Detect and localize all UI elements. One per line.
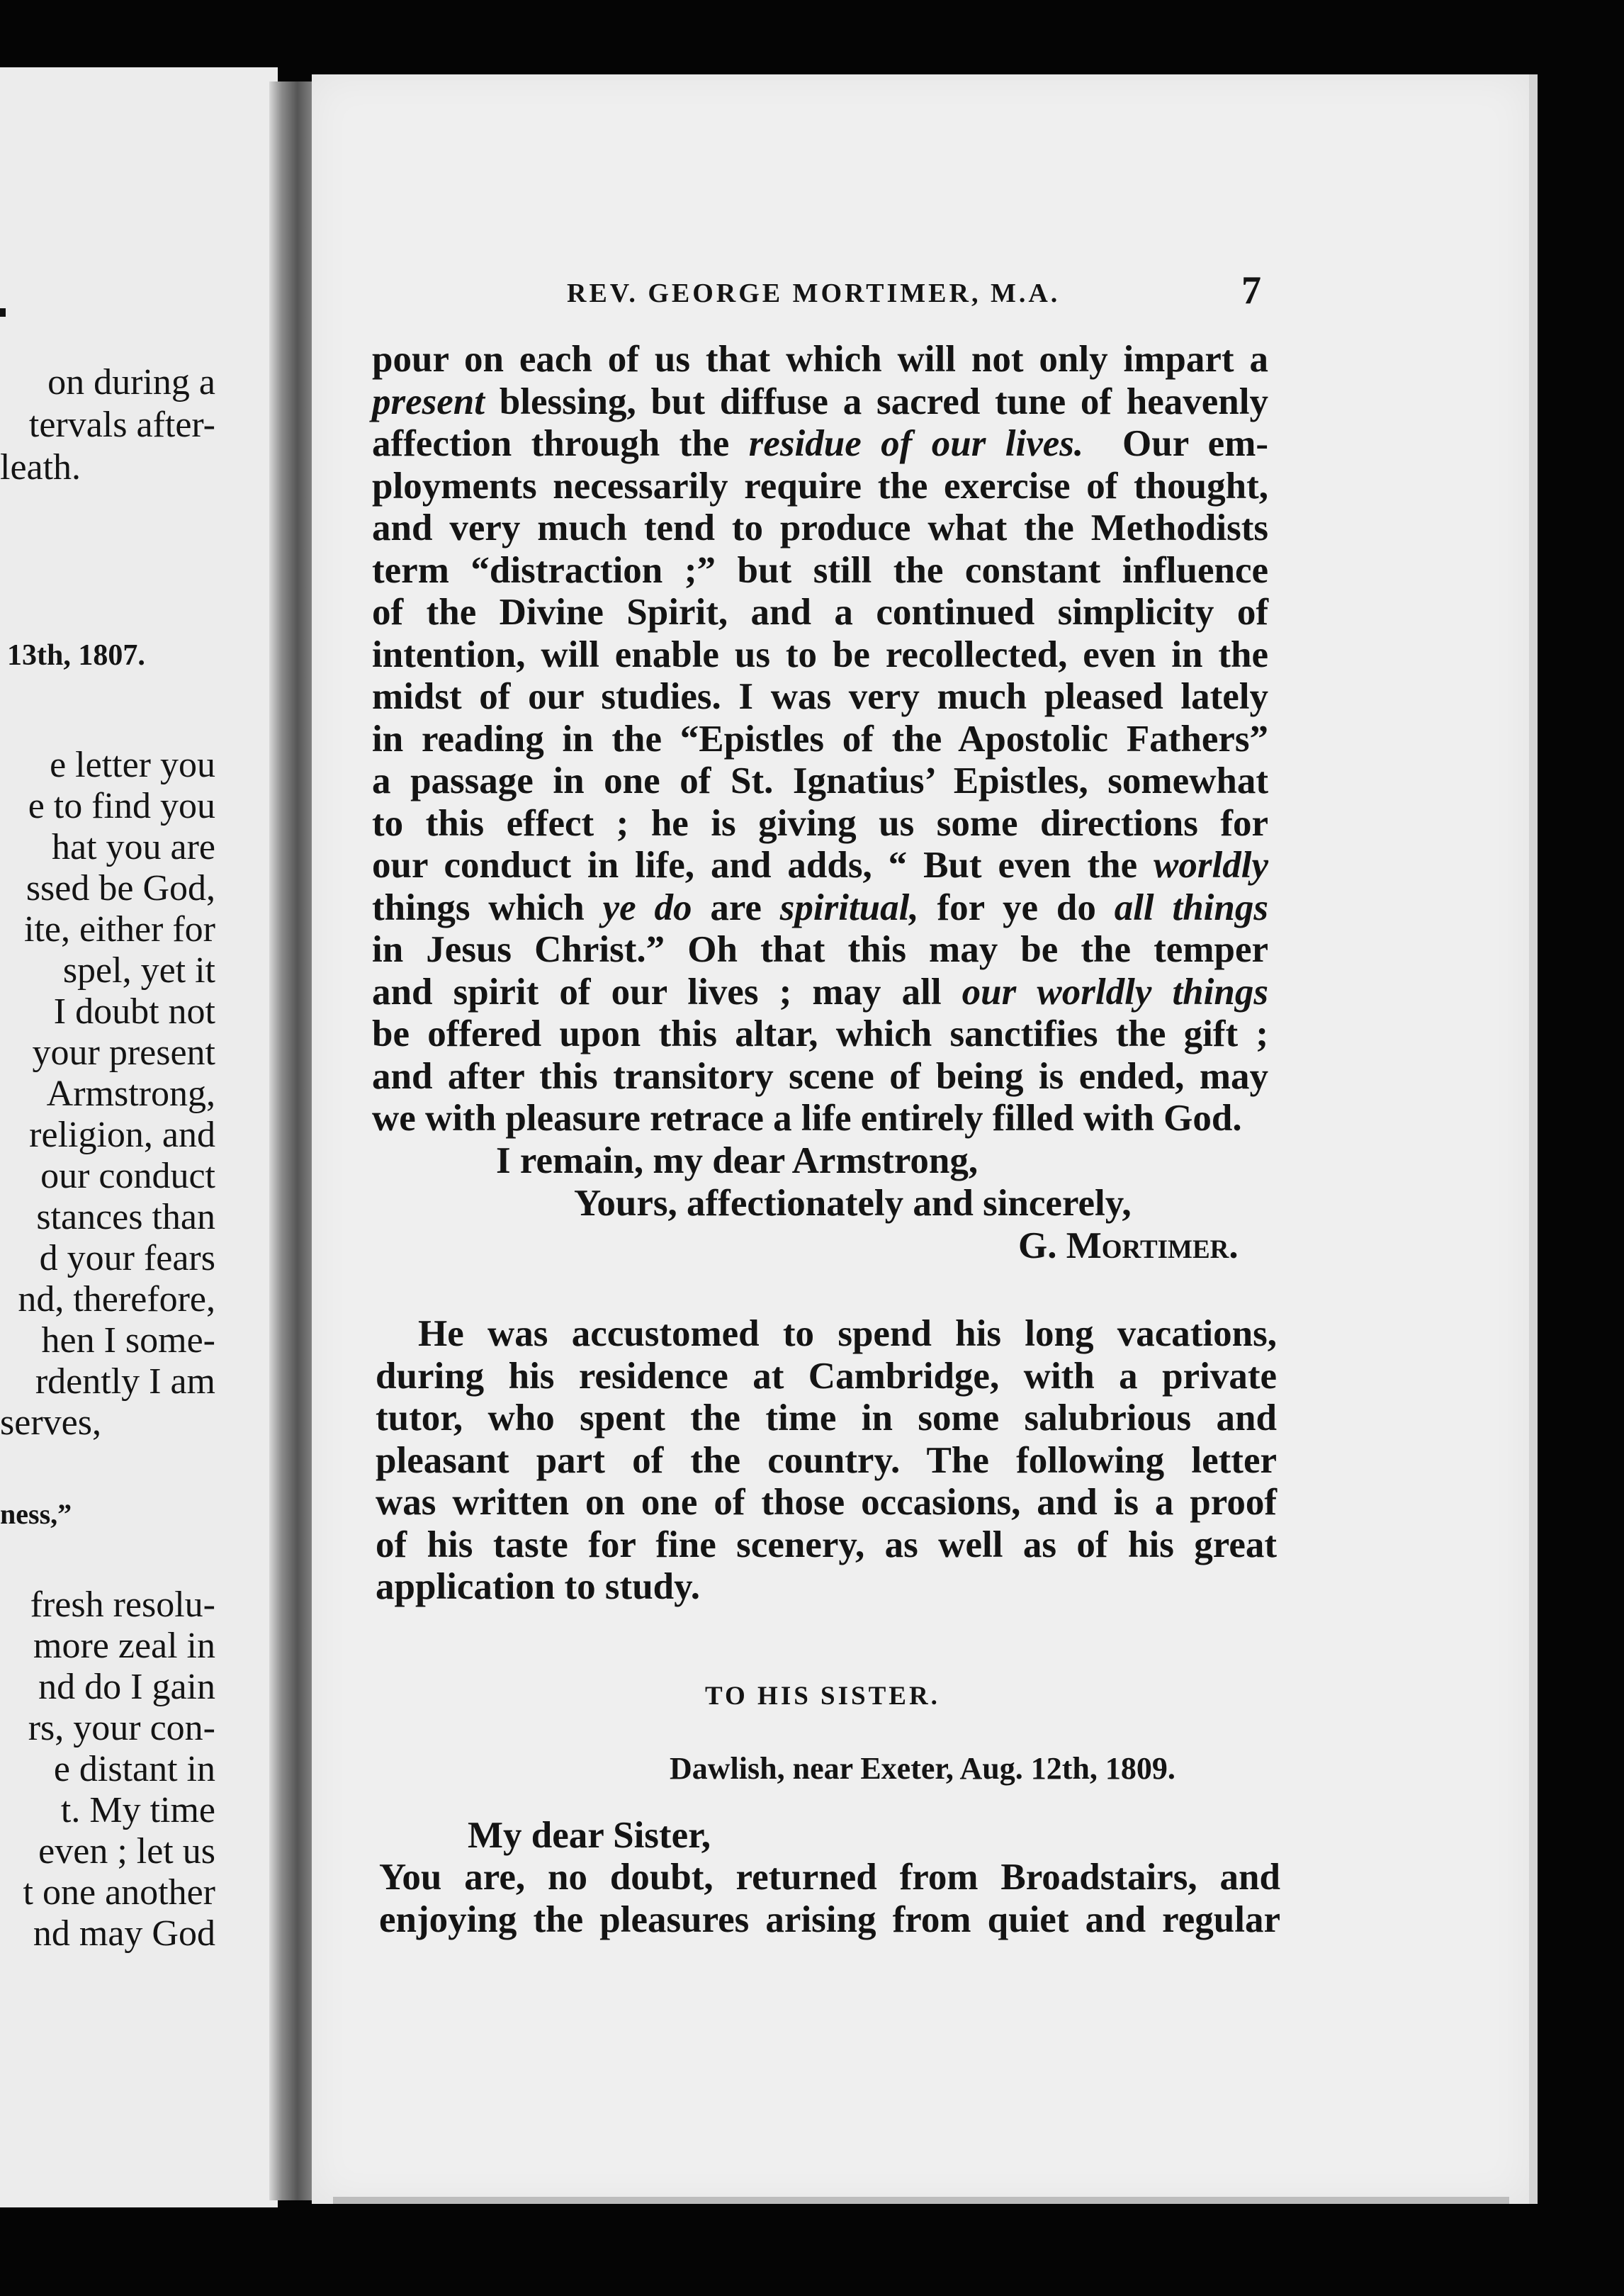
left-line: hat you are [51, 827, 215, 867]
left-line: ness,” [0, 1498, 72, 1530]
text-line: we with pleasure retrace a life entirely filled with God. [372, 1098, 1242, 1139]
text-line: a passage in one of St. Ignatius’ Epistles, somewhat [372, 760, 1268, 801]
text-line: pour on each of us that which will not only impart a [372, 339, 1268, 380]
text-line: our conduct in life, and adds, “ But even the worldly [372, 845, 1268, 886]
page-number: 7 [1241, 269, 1261, 313]
left-line: rdently I am [35, 1361, 215, 1402]
text-line: things which ye do are spiritual, for ye do all things [372, 887, 1268, 928]
left-line: spel, yet it [62, 950, 215, 991]
signature: G. Mortimer. [1018, 1225, 1239, 1266]
left-line: nd do I gain [38, 1667, 215, 1707]
text-line: be offered upon this altar, which sanctifies the gift ; [372, 1013, 1268, 1054]
left-line: e to find you [28, 786, 215, 826]
text-line: affection through the residue of our lives. Our em- [372, 423, 1269, 464]
left-line: hen I some- [41, 1320, 215, 1361]
margin-mark [0, 308, 6, 317]
left-line: e letter you [50, 745, 215, 785]
text-line: in reading in the “Epistles of the Apostolic Fathers” [372, 718, 1268, 760]
facing-page-fragment [0, 67, 278, 2207]
text-line: and spirit of our lives ; may all our worldly things [372, 971, 1268, 1013]
text-line: application to study. [376, 1566, 700, 1607]
left-line: fresh resolu- [30, 1585, 215, 1625]
left-line: e distant in [53, 1749, 215, 1789]
text-line: was written on one of those occasions, and is a proof [376, 1482, 1277, 1523]
salutation: My dear Sister, [468, 1815, 711, 1856]
text-line: of the Divine Spirit, and a continued simplicity of [372, 592, 1268, 633]
left-line: stances than [36, 1197, 215, 1237]
narrative-paragraph [376, 1313, 1277, 1609]
text-line: You are, no doubt, returned from Broadstairs, and [379, 1857, 1280, 1898]
left-line: rs, your con- [28, 1708, 215, 1748]
left-line: serves, [0, 1402, 101, 1443]
page-edge [333, 2197, 1509, 2204]
text-line: ployments necessarily require the exercise of thought, [372, 465, 1268, 507]
left-line: nd, therefore, [18, 1279, 215, 1319]
left-line: ite, either for [24, 909, 215, 950]
left-line: leath. [0, 447, 81, 488]
letter-heading: TO HIS SISTER. [705, 1682, 940, 1711]
left-line: ssed be God, [26, 868, 215, 908]
running-head: REV. GEORGE MORTIMER, M.A. [567, 278, 1061, 308]
text-line: present blessing, but diffuse a sacred tune of heavenly [372, 381, 1268, 422]
left-line: d your fears [39, 1238, 215, 1278]
text-line: to this effect ; he is giving us some directions for [372, 802, 1268, 844]
left-line: nd may God [33, 1913, 215, 1954]
text-line: enjoying the pleasures arising from quiet and regular [379, 1898, 1280, 1940]
text-line: intention, will enable us to be recollected, even in the [372, 634, 1268, 675]
text-line: He was accustomed to spend his long vacations, [418, 1313, 1277, 1354]
text-line: midst of our studies. I was very much pleased lately [372, 676, 1268, 717]
text-line: in Jesus Christ.” Oh that this may be the temper [372, 929, 1268, 970]
dateline: Dawlish, near Exeter, Aug. 12th, 1809. [670, 1751, 1175, 1786]
closing-line: I remain, my dear Armstrong, [496, 1140, 979, 1181]
left-line: on during a [47, 362, 215, 403]
closing-line: Yours, affectionately and sincerely, [574, 1183, 1132, 1224]
left-line: tervals after- [28, 405, 215, 445]
text-line: pleasant part of the country. The following letter [376, 1439, 1277, 1481]
left-line: even ; let us [38, 1831, 215, 1872]
text-line: and after this transitory scene of being is ended, may [372, 1055, 1268, 1097]
left-line: t. My time [60, 1790, 215, 1830]
left-line: Armstrong, [46, 1074, 215, 1114]
text-line: of his taste for fine scenery, as well as of his great [376, 1524, 1277, 1565]
second-letter-opening [379, 1857, 1280, 1941]
left-line: 13th, 1807. [7, 639, 145, 672]
left-line: religion, and [29, 1115, 215, 1155]
left-line: your present [32, 1032, 215, 1073]
text-line: during his residence at Cambridge, with a private [376, 1355, 1277, 1397]
left-line: t one another [23, 1872, 215, 1913]
left-line: our conduct [40, 1156, 215, 1196]
letter-paragraph [372, 339, 1268, 1140]
text-line: term “distraction ;” but still the constant influence [372, 549, 1268, 591]
text-line: tutor, who spent the time in some salubrious and [376, 1397, 1277, 1439]
left-line: more zeal in [33, 1626, 215, 1666]
left-line: I doubt not [53, 991, 215, 1032]
text-line: and very much tend to produce what the Methodists [372, 507, 1268, 548]
